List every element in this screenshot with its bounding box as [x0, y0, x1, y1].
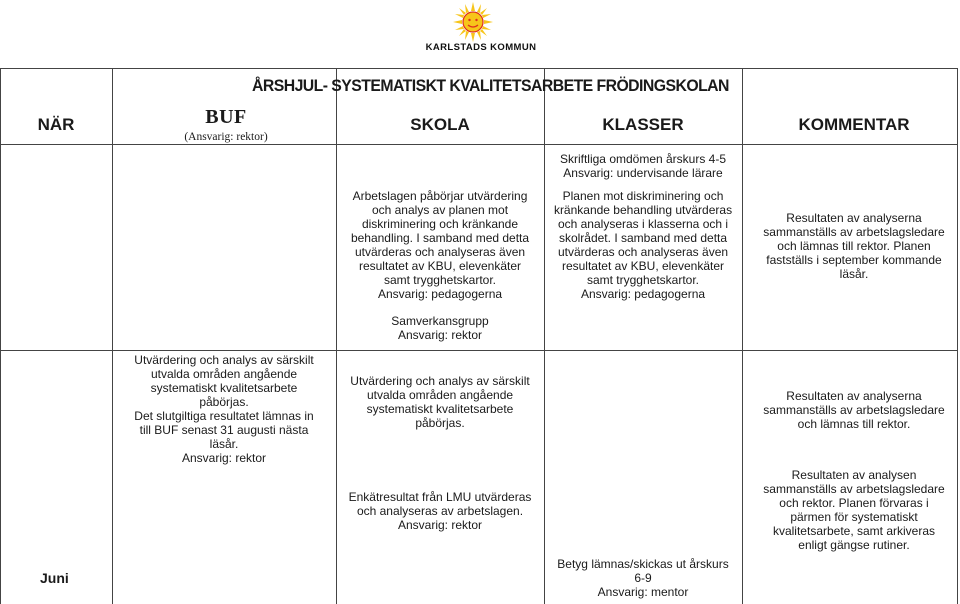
cell-line: skolrådet. I samband med detta: [558, 231, 728, 245]
klasser-betyg-cell: [544, 557, 742, 599]
cell-line: sammanställs av arbetslagsledare: [763, 403, 945, 417]
page-title: ÅRSHJUL- SYSTEMATISKT KVALITETSARBETE FRÖDINGSKOLAN: [252, 76, 729, 95]
cell-line: och analys av planen mot: [371, 203, 509, 217]
kommentar-1-cell: [742, 211, 960, 281]
cell-line: Ansvarig: mentor: [597, 585, 689, 599]
header-klasser: KLASSER: [602, 115, 684, 134]
cell-line: Ansvarig: rektor: [397, 518, 483, 532]
column-divider: [112, 68, 113, 604]
header-buf-responsible: (Ansvarig: rektor): [184, 131, 268, 143]
cell-line: Betyg lämnas/skickas ut årskurs: [557, 557, 729, 571]
cell-line: enligt gängse rutiner.: [798, 538, 910, 552]
cell-line: Ansvarig: rektor: [181, 451, 267, 465]
cell-line: Enkätresultat från LMU utvärderas: [348, 490, 532, 504]
klasser-omdomen-cell: [544, 152, 742, 180]
cell-line: och analyseras av arbetslagen.: [356, 504, 524, 518]
cell-line: fastställs i september kommande: [766, 253, 942, 267]
cell-line: och analyseras i klasserna och i: [557, 217, 729, 231]
skola-arbetslag-cell: [336, 189, 544, 301]
header-skola: SKOLA: [410, 115, 470, 134]
nar-juni: Juni: [40, 570, 69, 586]
cell-line: Det slutgiltiga resultatet lämnas in: [134, 409, 314, 423]
cell-line: Skriftliga omdömen årskurs 4-5: [559, 152, 727, 166]
header-nar: NÄR: [37, 115, 75, 134]
cell-line: Utvärdering och analys av särskilt: [350, 374, 530, 388]
cell-line: 6-9: [634, 571, 652, 585]
cell-line: till BUF senast 31 augusti nästa: [139, 423, 309, 437]
cell-line: resultatet av KBU, elevenkäter: [358, 259, 522, 273]
header-buf-label: BUF: [205, 106, 247, 128]
cell-line: samt trygghetskartor.: [383, 273, 497, 287]
row-divider: [1, 350, 958, 351]
cell-line: pärmen för systematiskt: [790, 510, 918, 524]
kommentar-3-cell: [742, 468, 960, 552]
cell-line: utvalda områden angående: [366, 388, 514, 402]
cell-line: Ansvarig: pedagogerna: [580, 287, 706, 301]
logo-text: KARLSTADS KOMMUN: [425, 42, 537, 53]
cell-line: Resultaten av analyserna: [786, 389, 922, 403]
skola-lmu-cell: [336, 490, 544, 532]
logo: [400, 0, 560, 60]
cell-line: utvärderas och analyseras även: [557, 245, 729, 259]
cell-line: sammanställs av arbetslagsledare: [763, 482, 945, 496]
cell-line: samt trygghetskartor.: [586, 273, 700, 287]
column-divider: [544, 68, 545, 604]
cell-line: Arbetslagen påbörjar utvärdering: [352, 189, 528, 203]
klasser-planen-cell: [544, 189, 742, 301]
cell-line: Planen mot diskriminering och: [562, 189, 724, 203]
header-kommentar: KOMMENTAR: [798, 115, 910, 134]
cell-line: sammanställs av arbetslagsledare: [763, 225, 945, 239]
skola-samverkan-cell: [336, 314, 544, 342]
buf-utvardering-cell: [112, 353, 336, 465]
cell-line: Ansvarig: rektor: [397, 328, 483, 342]
header-divider: [1, 144, 958, 145]
cell-line: Utvärdering och analys av särskilt: [134, 353, 314, 367]
cell-line: kränkande behandling utvärderas: [553, 203, 733, 217]
cell-line: läsår.: [209, 437, 239, 451]
header-buf: [170, 106, 282, 143]
cell-line: Resultaten av analyserna: [786, 211, 922, 225]
sun-logo-icon: [453, 2, 493, 42]
cell-line: Ansvarig: undervisande lärare: [563, 166, 723, 180]
cell-line: utvärderas och analyseras även: [354, 245, 526, 259]
cell-line: läsår.: [839, 267, 869, 281]
cell-line: diskriminering och kränkande: [361, 217, 519, 231]
cell-line: Ansvarig: pedagogerna: [377, 287, 503, 301]
kommentar-2-cell: [742, 389, 960, 431]
cell-line: systematiskt kvalitetsarbete: [366, 402, 514, 416]
cell-line: kvalitetsarbete, samt arkiveras: [772, 524, 936, 538]
cell-line: behandling. I samband med detta: [350, 231, 530, 245]
cell-line: Samverkansgrupp: [391, 314, 489, 328]
cell-line: systematiskt kvalitetsarbete: [150, 381, 298, 395]
cell-line: påbörjas.: [415, 416, 465, 430]
cell-line: påbörjas.: [199, 395, 249, 409]
cell-line: och rektor. Planen förvaras i: [779, 496, 929, 510]
cell-line: och lämnas till rektor.: [797, 417, 911, 431]
cell-line: resultatet av KBU, elevenkäter: [561, 259, 725, 273]
cell-line: utvalda områden angående: [150, 367, 298, 381]
cell-line: och lämnas till rektor. Planen: [777, 239, 931, 253]
skola-utvardering-cell: [336, 374, 544, 430]
cell-line: Resultaten av analysen: [791, 468, 917, 482]
